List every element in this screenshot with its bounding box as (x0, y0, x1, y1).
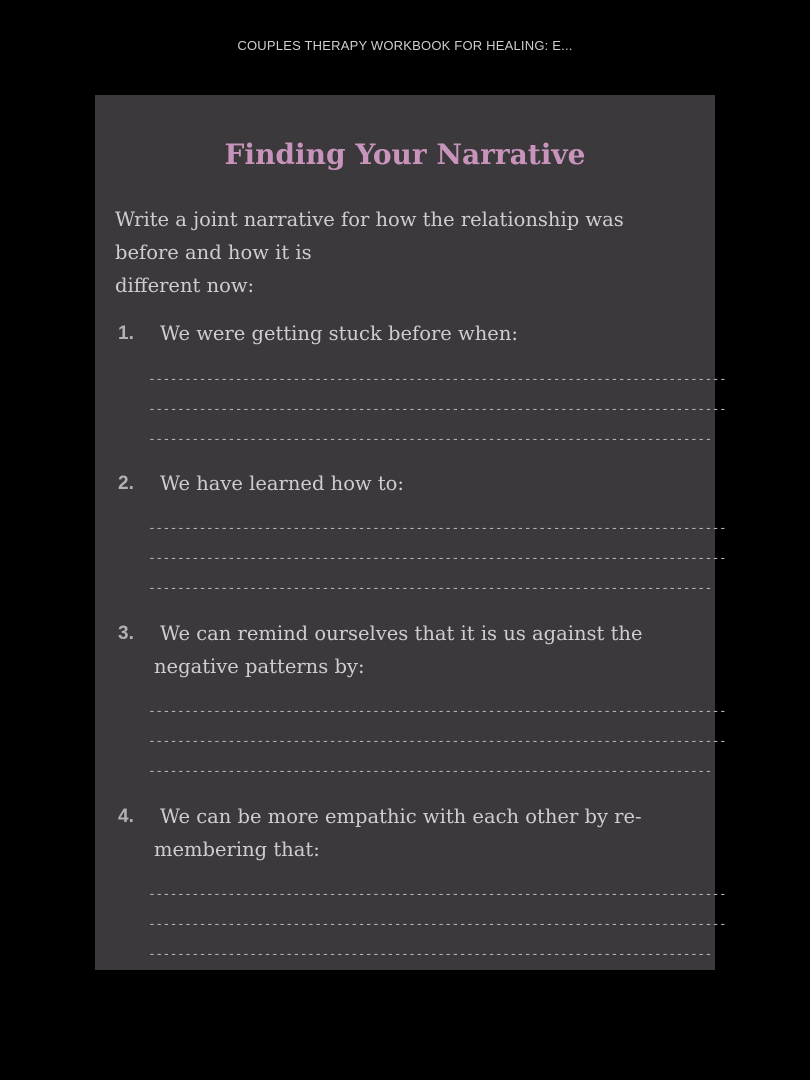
question-number: 4. (118, 806, 134, 827)
question-number: 3. (118, 623, 134, 644)
question-text (160, 317, 518, 350)
answer-line[interactable]: -------------------------------------------------------------------------------- (148, 402, 727, 417)
question-text (154, 617, 643, 683)
question-text (160, 467, 404, 500)
intro-line: different now: (115, 274, 255, 297)
answer-line[interactable]: -------------------------------------------------------------------------------- (148, 551, 727, 566)
intro-paragraph (115, 203, 695, 302)
page-heading: Finding Your Narrative (224, 138, 586, 171)
answer-line[interactable]: ------------------------------------------------------------------------------ (148, 947, 712, 962)
intro-line: before and how it is (115, 241, 312, 264)
answer-line[interactable]: ------------------------------------------------------------------------------ (148, 581, 712, 596)
book-title: COUPLES THERAPY WORKBOOK FOR HEALING: E... (237, 38, 573, 53)
answer-line[interactable]: -------------------------------------------------------------------------------- (148, 372, 727, 387)
answer-line[interactable]: -------------------------------------------------------------------------------- (148, 734, 727, 749)
question-number: 2. (118, 473, 134, 494)
intro-line: Write a joint narrative for how the relationship was (115, 208, 624, 231)
question-line: negative patterns by: (154, 655, 365, 678)
answer-line[interactable]: -------------------------------------------------------------------------------- (148, 887, 727, 902)
question-line: We can remind ourselves that it is us against the (160, 622, 643, 645)
answer-line[interactable]: -------------------------------------------------------------------------------- (148, 521, 727, 536)
answer-line[interactable]: -------------------------------------------------------------------------------- (148, 704, 727, 719)
question-line: membering that: (154, 838, 320, 861)
answer-line[interactable]: ------------------------------------------------------------------------------ (148, 764, 712, 779)
answer-line[interactable]: ------------------------------------------------------------------------------ (148, 432, 712, 447)
answer-line[interactable]: -------------------------------------------------------------------------------- (148, 917, 727, 932)
question-line: We have learned how to: (160, 472, 404, 495)
question-number: 1. (118, 323, 134, 344)
question-line: We can be more empathic with each other by re- (160, 805, 642, 828)
question-line: We were getting stuck before when: (160, 322, 518, 345)
question-text (154, 800, 642, 866)
